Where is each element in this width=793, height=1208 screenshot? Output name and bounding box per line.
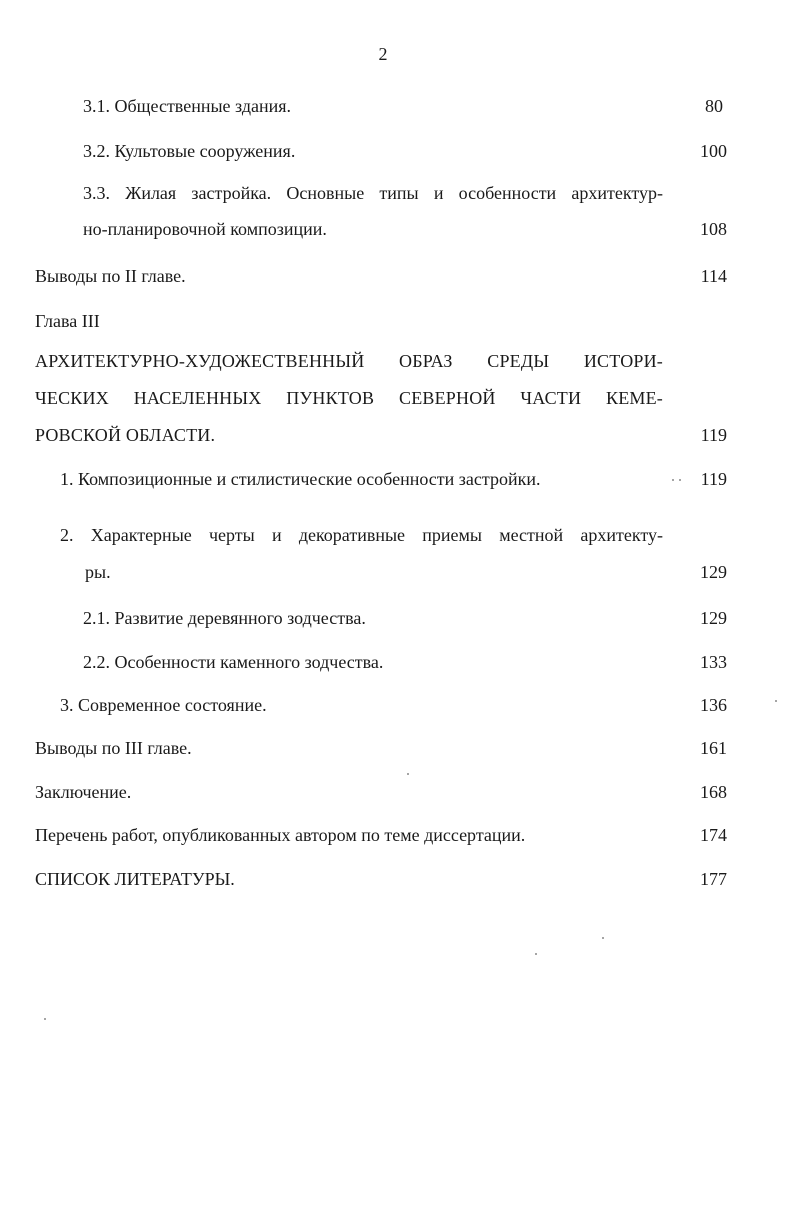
- toc-entry-c3-1-title: 1. Композиционные и стилистические особенности застройки.: [60, 469, 541, 489]
- toc-entry-conclusion-title: Заключение.: [35, 782, 132, 802]
- chapter-3-title-page: 119: [700, 425, 727, 445]
- toc-entry-c3-2-page: 129: [700, 562, 727, 582]
- toc-entry-c3-3-page: 136: [700, 695, 727, 715]
- page-number: 2: [378, 44, 388, 64]
- toc-entry-3-3-line1: 3.3. Жилая застройка. Основные типы и особенности архитектур-: [83, 183, 663, 203]
- toc-entry-3-2-title: 3.2. Культовые сооружения.: [83, 141, 296, 161]
- scan-speck: [679, 479, 681, 481]
- chapter-3-title-line1: АРХИТЕКТУРНО-ХУДОЖЕСТВЕННЫЙ ОБРАЗ СРЕДЫ ИСТОРИ-: [35, 351, 663, 371]
- toc-entry-c3-2-1-page: 129: [700, 608, 727, 628]
- scan-speck: [407, 773, 409, 775]
- toc-entry-conclusions-3-page: 161: [700, 738, 727, 758]
- toc-entry-c3-3-title: 3. Современное состояние.: [60, 695, 267, 715]
- toc-entry-c3-2-2-title: 2.2. Особенности каменного зодчества.: [83, 652, 384, 672]
- toc-entry-conclusions-3-title: Выводы по III главе.: [35, 738, 192, 758]
- scan-speck: [44, 1018, 46, 1020]
- toc-entry-3-3-line2: но-планировочной композиции.: [83, 219, 327, 239]
- scan-speck: [672, 479, 674, 481]
- toc-entry-3-2-page: 100: [700, 141, 727, 161]
- toc-entry-3-1-title: 3.1. Общественные здания.: [83, 96, 292, 116]
- toc-entry-c3-2-line1: 2. Характерные черты и декоративные приемы местной архитекту-: [60, 525, 663, 545]
- toc-entry-conclusions-2-title: Выводы по II главе.: [35, 266, 186, 286]
- chapter-3-title-line3: РОВСКОЙ ОБЛАСТИ.: [35, 425, 216, 445]
- toc-entry-3-1-page: 80: [705, 96, 723, 116]
- toc-entry-bibliography-title: СПИСОК ЛИТЕРАТУРЫ.: [35, 869, 235, 889]
- toc-entry-c3-2-1-title: 2.1. Развитие деревянного зодчества.: [83, 608, 366, 628]
- toc-entry-publications-page: 174: [700, 825, 727, 845]
- toc-entry-conclusion-page: 168: [700, 782, 727, 802]
- chapter-3-title-line2: ЧЕСКИХ НАСЕЛЕННЫХ ПУНКТОВ СЕВЕРНОЙ ЧАСТИ КЕМЕ-: [35, 388, 663, 408]
- toc-entry-c3-1-page: 119: [700, 469, 727, 489]
- toc-entry-bibliography-page: 177: [700, 869, 727, 889]
- chapter-3-label: Глава III: [35, 311, 100, 331]
- toc-entry-c3-2-2-page: 133: [700, 652, 727, 672]
- scan-speck: [602, 937, 604, 939]
- toc-entry-3-3-page: 108: [700, 219, 727, 239]
- toc-entry-conclusions-2-page: 114: [700, 266, 727, 286]
- scan-speck: [535, 953, 537, 955]
- toc-entry-c3-2-line2: ры.: [85, 562, 111, 582]
- scan-speck: [775, 700, 777, 702]
- toc-entry-publications-title: Перечень работ, опубликованных автором по теме диссертации.: [35, 825, 526, 845]
